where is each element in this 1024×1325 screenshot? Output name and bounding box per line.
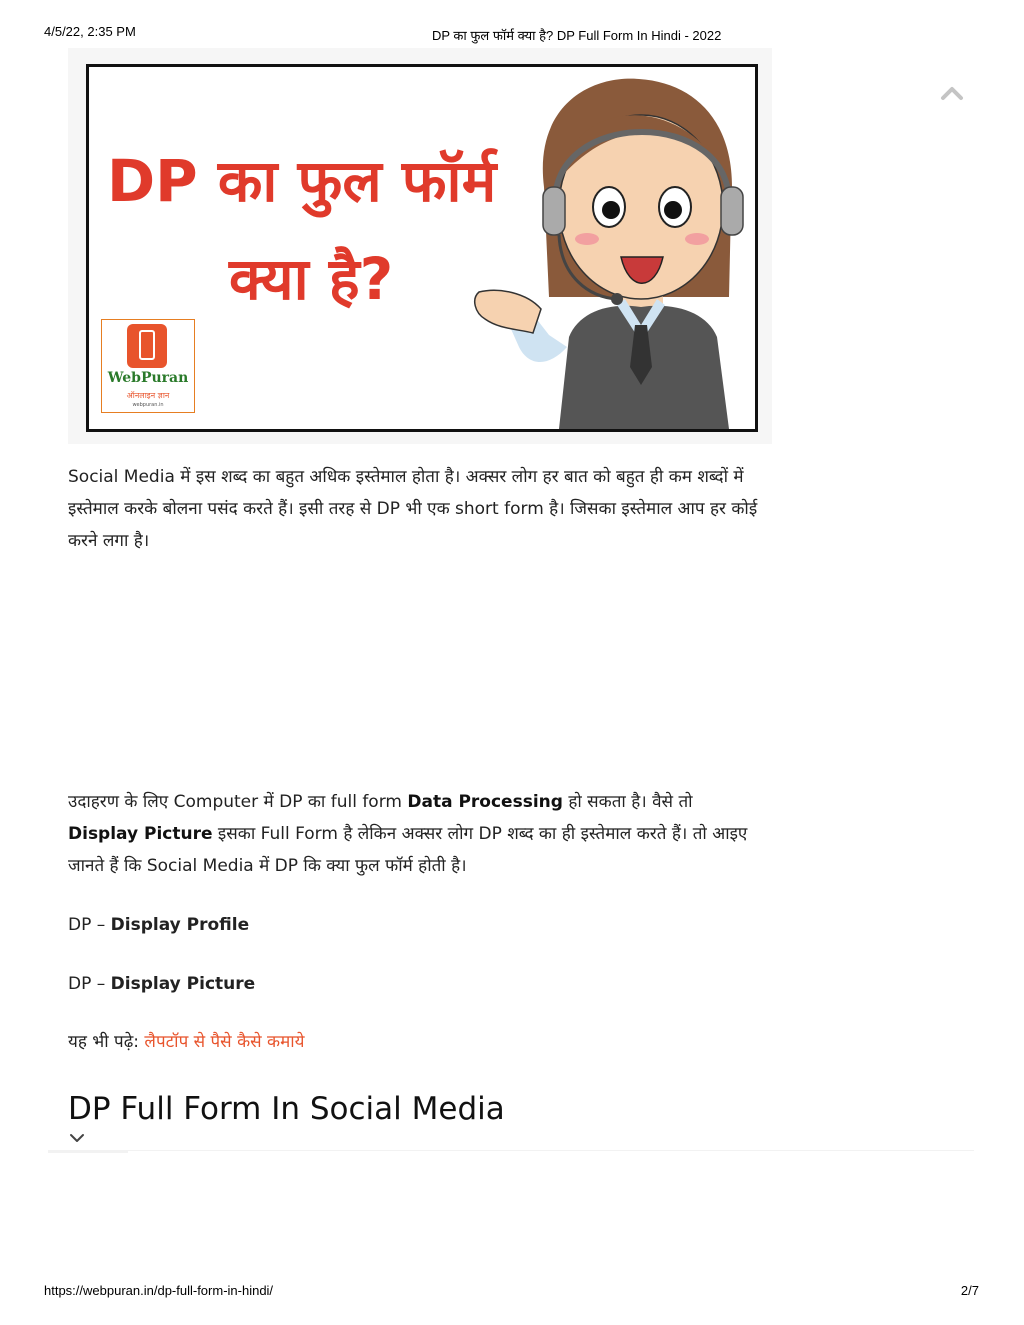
chevron-down-icon (68, 1131, 86, 1145)
print-url: https://webpuran.in/dp-full-form-in-hindi/ (44, 1283, 274, 1298)
logo-site: webpuran.in (132, 402, 164, 408)
page-number: 2/7 (960, 1283, 979, 1298)
logo-name: WebPuran (107, 370, 189, 386)
full-form-value: Display Picture (110, 974, 256, 994)
print-header (0, 24, 1024, 44)
divider (48, 1150, 974, 1151)
woman-headset-illustration (449, 67, 755, 429)
banner-title-line1: DP का फुल फॉर्म (107, 147, 497, 215)
example-text-3: इसका Full Form है लेकिन अक्सर लोग DP शब्द का ही इस्तेमाल करते हैं। तो आइए जानते हैं कि Social Media में DP कि क्या फुल फॉर्म होती है। (68, 824, 748, 876)
print-datetime: 4/5/22, 2:35 PM (44, 24, 136, 39)
scroll-to-top-button[interactable] (940, 84, 964, 102)
full-form-prefix: DP – (68, 974, 111, 994)
print-footer (0, 1283, 1024, 1303)
full-form-value: Display Profile (110, 915, 250, 935)
chevron-up-icon (940, 84, 964, 102)
featured-image-frame (86, 64, 758, 432)
read-also-link[interactable]: लैपटॉप से पैसे कैसे कमाये (144, 1032, 305, 1052)
display-picture-term: Display Picture (68, 824, 213, 844)
full-form-prefix: DP – (68, 915, 111, 935)
full-form-item (68, 910, 249, 940)
banner-title-line2: क्या है? (229, 245, 394, 313)
print-page-title: DP का फुल फॉर्म क्या है? DP Full Form In Hindi - 2022 (432, 28, 722, 43)
divider-accent (48, 1150, 128, 1153)
example-text-2: हो सकता है। वैसे तो (562, 792, 693, 812)
section-heading: DP Full Form In Social Media (68, 1091, 505, 1127)
toc-toggle-button[interactable] (68, 1130, 86, 1144)
logo-tagline: ऑनलाइन ज्ञान (126, 391, 170, 400)
example-paragraph (68, 786, 768, 882)
read-also (68, 1027, 305, 1057)
featured-image (68, 48, 772, 444)
webpuran-logo (101, 319, 195, 413)
phone-icon (127, 324, 167, 368)
read-also-label: यह भी पढ़े: (68, 1032, 145, 1052)
full-form-item (68, 969, 255, 999)
intro-paragraph: Social Media में इस शब्द का बहुत अधिक इस्तेमाल होता है। अक्सर लोग हर बात को बहुत ही कम शब्दों में इस्तेमाल करके बोलना पसंद करते हैं। इसी तरह से DP भी एक short form है। जिसका इस्तेमाल आप हर कोई करने लगा है। (68, 467, 758, 551)
data-processing-term: Data Processing (407, 792, 563, 812)
example-text-1: उदाहरण के लिए Computer में DP का full form (68, 792, 408, 812)
